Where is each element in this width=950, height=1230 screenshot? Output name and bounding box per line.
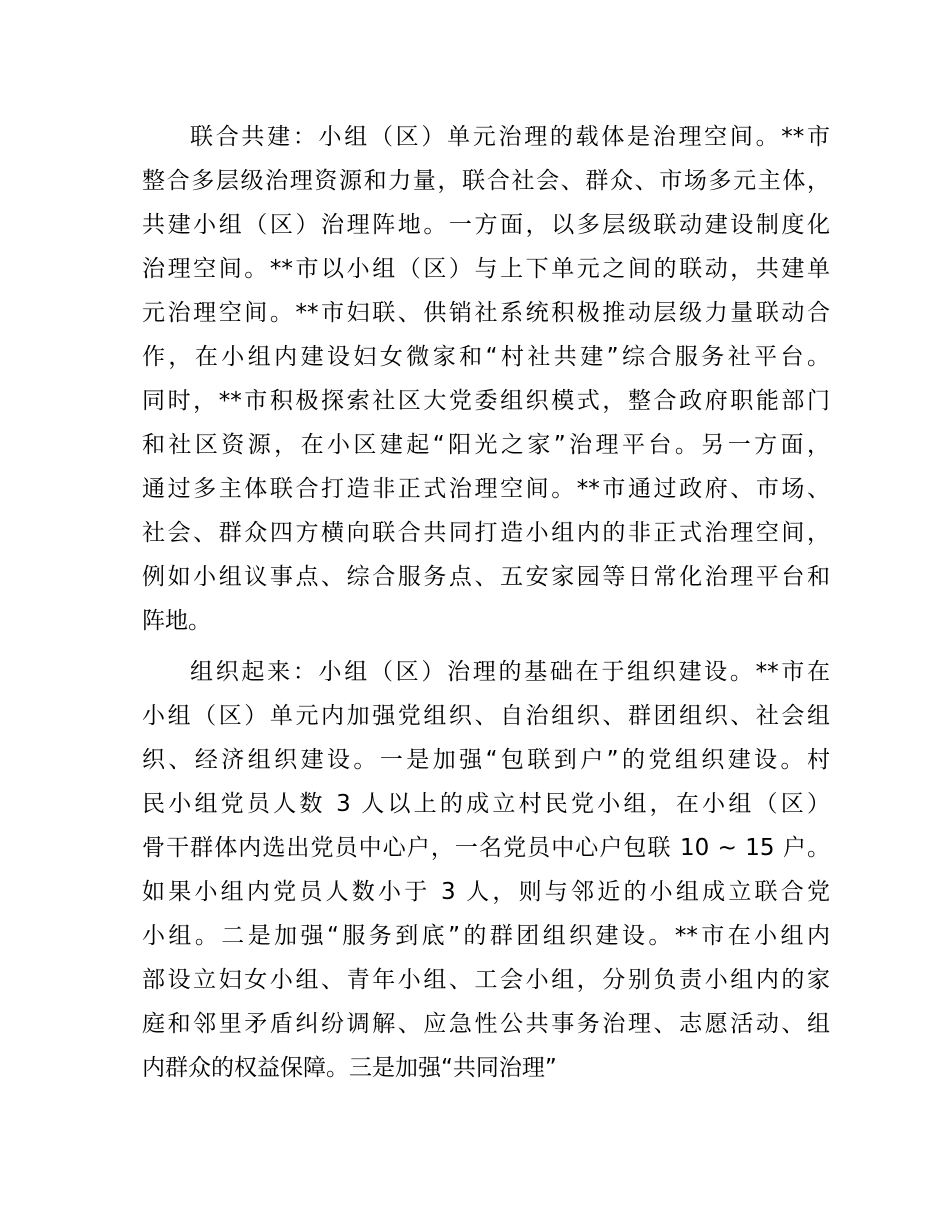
text-line: 骨干群体内选出党员中心户，一名党员中心户包联 10 ~ 15 户。 — [142, 835, 830, 861]
text-line: 例如小组议事点、综合服务点、五安家园等日常化治理平台和 — [142, 564, 830, 590]
text-line: 小组。二是加强“服务到底”的群团组织建设。**市在小组内 — [142, 923, 830, 949]
text-line: 如果小组内党员人数小于 3 人，则与邻近的小组成立联合党 — [142, 879, 830, 905]
text-line: 庭和邻里矛盾纠纷调解、应急性公共事务治理、志愿活动、组 — [142, 1011, 830, 1037]
paragraph-organization — [142, 650, 830, 1090]
text-line: 元治理空间。**市妇联、供销社系统积极推动层级力量联动合 — [142, 300, 830, 326]
text-line: 阵地。 — [142, 608, 211, 634]
document-page — [142, 115, 830, 1090]
text-line: 治理空间。**市以小组（区）与上下单元之间的联动，共建单 — [142, 256, 830, 282]
text-line: 整合多层级治理资源和力量，联合社会、群众、市场多元主体， — [142, 168, 830, 194]
text-line: 织、经济组织建设。一是加强“包联到户”的党组织建设。村 — [142, 747, 830, 773]
text-line: 和社区资源，在小区建起“阳光之家”治理平台。另一方面， — [142, 432, 830, 458]
paragraph-joint-construction — [142, 115, 830, 643]
text-line: 联合共建：小组（区）单元治理的载体是治理空间。**市 — [190, 124, 830, 150]
text-line: 社会、群众四方横向联合共同打造小组内的非正式治理空间， — [142, 520, 830, 546]
text-line: 小组（区）单元内加强党组织、自治组织、群团组织、社会组 — [142, 703, 830, 729]
text-line: 通过多主体联合打造非正式治理空间。**市通过政府、市场、 — [142, 476, 830, 502]
text-line: 同时，**市积极探索社区大党委组织模式，整合政府职能部门 — [142, 388, 830, 414]
text-line: 部设立妇女小组、青年小组、工会小组，分别负责小组内的家 — [142, 967, 830, 993]
text-line: 组织起来：小组（区）治理的基础在于组织建设。**市在 — [190, 659, 830, 685]
text-line: 内群众的权益保障。三是加强“共同治理” — [142, 1055, 557, 1081]
text-line: 共建小组（区）治理阵地。一方面，以多层级联动建设制度化 — [142, 212, 830, 238]
text-line: 民小组党员人数 3 人以上的成立村民党小组，在小组（区） — [142, 791, 830, 817]
text-line: 作，在小组内建设妇女微家和“村社共建”综合服务社平台。 — [142, 344, 830, 370]
